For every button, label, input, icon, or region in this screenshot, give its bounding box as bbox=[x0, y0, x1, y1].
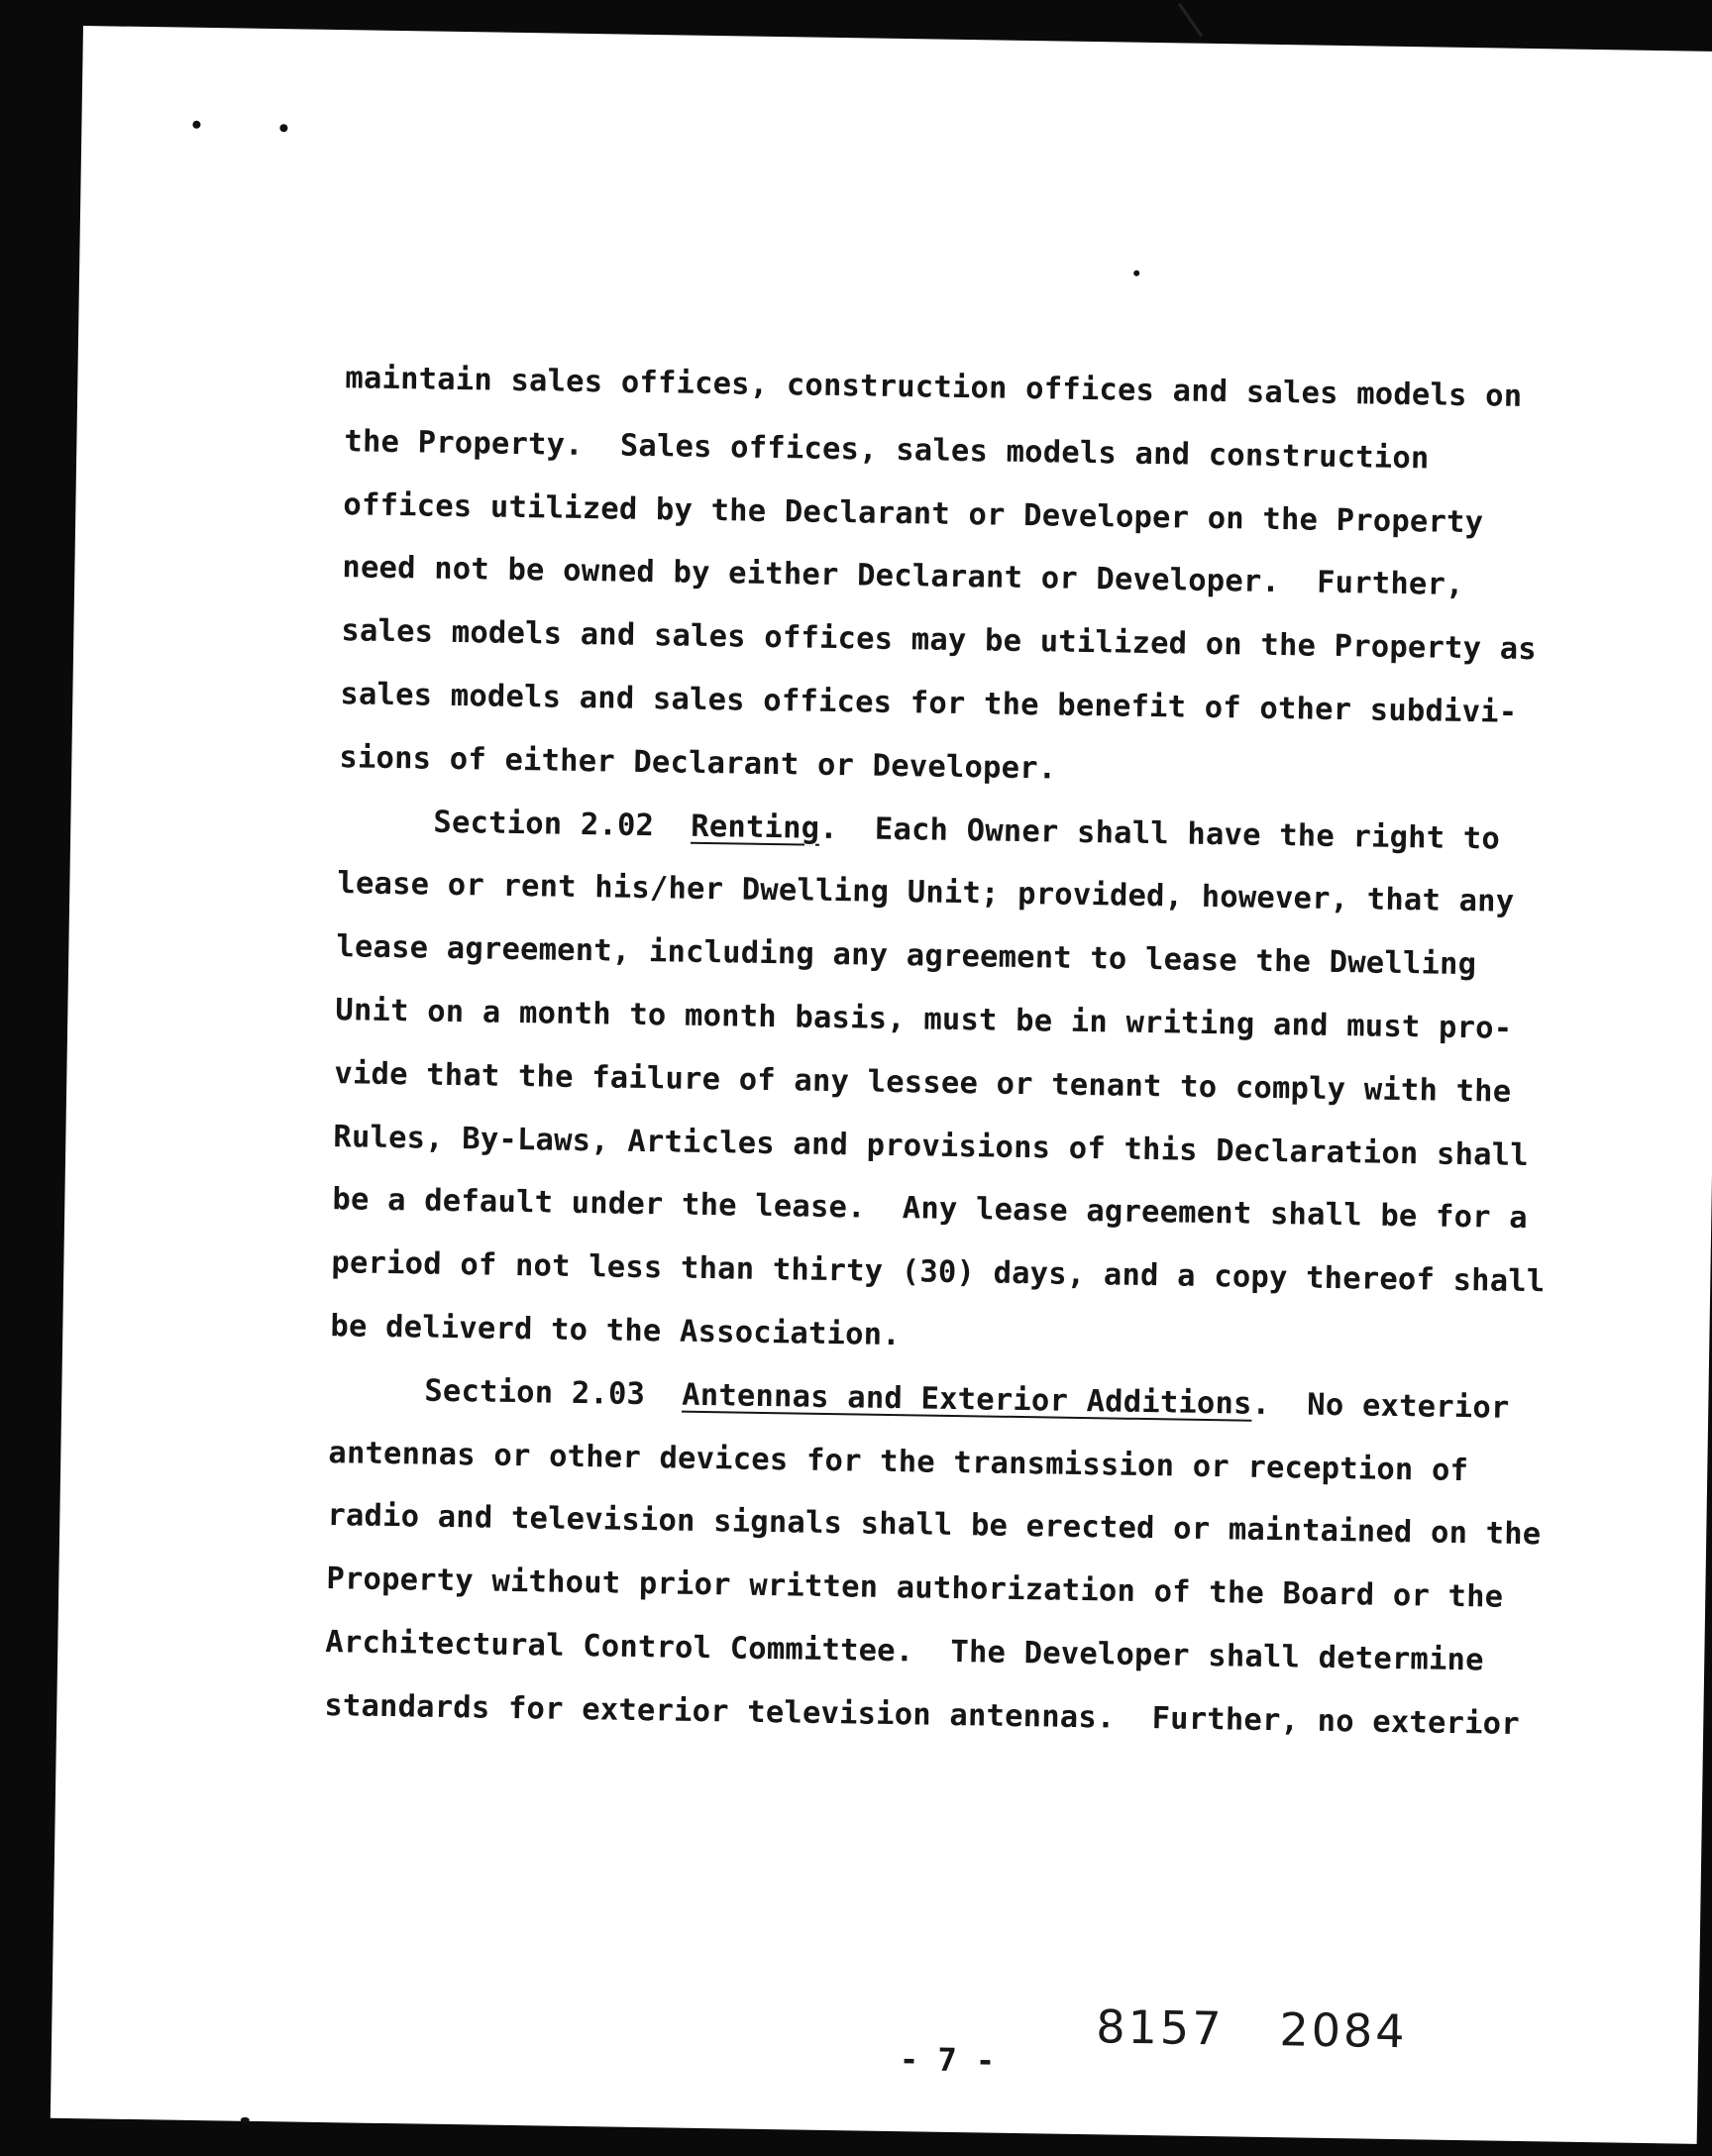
section-2-03-antennas bbox=[324, 1358, 1618, 1758]
text-line: lease or rent his/her Dwelling Unit; provided, however, that any bbox=[337, 866, 1515, 920]
text-line: maintain sales offices, construction offices and sales models on bbox=[345, 361, 1523, 414]
text-line: be a default under the lease. Any lease agreement shall be for a bbox=[332, 1182, 1529, 1237]
scan-speck bbox=[241, 2117, 250, 2123]
text-line: need not be owned by either Declarant or Developer. Further, bbox=[342, 550, 1464, 603]
stamp-book-number: 8157 bbox=[1095, 1999, 1225, 2056]
scan-speck bbox=[1133, 270, 1139, 276]
recording-stamp bbox=[1096, 1999, 1408, 2058]
page-number: - 7 - bbox=[899, 2040, 996, 2080]
text-line: Property without prior written authorization of the Board or the bbox=[326, 1562, 1504, 1615]
text-line: sales models and sales offices may be utilized on the Property as bbox=[341, 613, 1538, 668]
text-line: sions of either Declarant or Developer. bbox=[339, 739, 1057, 787]
text-line: offices utilized by the Declarant or Developer on the Property bbox=[343, 486, 1484, 540]
text-fragment: . No exterior bbox=[1251, 1386, 1510, 1426]
stamp-page-number: 2084 bbox=[1279, 2002, 1408, 2059]
section-number: Section 2.03 bbox=[424, 1373, 646, 1412]
paragraph-sales-offices bbox=[339, 347, 1634, 809]
text-line: sales models and sales offices for the benefit of other subdivi- bbox=[340, 677, 1518, 730]
scan-speck bbox=[279, 124, 287, 132]
document-page bbox=[51, 26, 1712, 2144]
text-line: period of not less than thirty (30) days, and a copy thereof shall bbox=[331, 1245, 1546, 1300]
text-line: vide that the failure of any lessee or tenant to comply with the bbox=[334, 1055, 1512, 1110]
section-2-02-renting bbox=[330, 790, 1627, 1379]
text-line: radio and television signals shall be erected or maintained on the bbox=[327, 1498, 1542, 1553]
text-line: Architectural Control Committee. The Developer shall determine bbox=[325, 1624, 1484, 1678]
text-line: Unit on a month to month basis, must be in writing and must pro- bbox=[335, 993, 1513, 1046]
document-body bbox=[324, 347, 1634, 1758]
section-number: Section 2.02 bbox=[433, 805, 655, 843]
scan-speck bbox=[192, 121, 200, 129]
text-line: standards for exterior television antennas. Further, no exterior bbox=[324, 1687, 1521, 1742]
text-line: antennas or other devices for the transmission or reception of bbox=[328, 1435, 1469, 1488]
section-title: Renting bbox=[691, 808, 820, 846]
text-line: lease agreement, including any agreement to lease the Dwelling bbox=[336, 929, 1477, 983]
text-line: be deliverd to the Association. bbox=[330, 1309, 902, 1353]
text-line: the Property. Sales offices, sales models and construction bbox=[344, 423, 1430, 477]
text-fragment: . Each Owner shall have the right to bbox=[818, 810, 1501, 857]
section-title: Antennas and Exterior Additions bbox=[681, 1377, 1252, 1422]
text-line: Rules, By-Laws, Articles and provisions of this Declaration shall bbox=[333, 1119, 1530, 1173]
scan-edge-mark bbox=[1178, 3, 1203, 37]
